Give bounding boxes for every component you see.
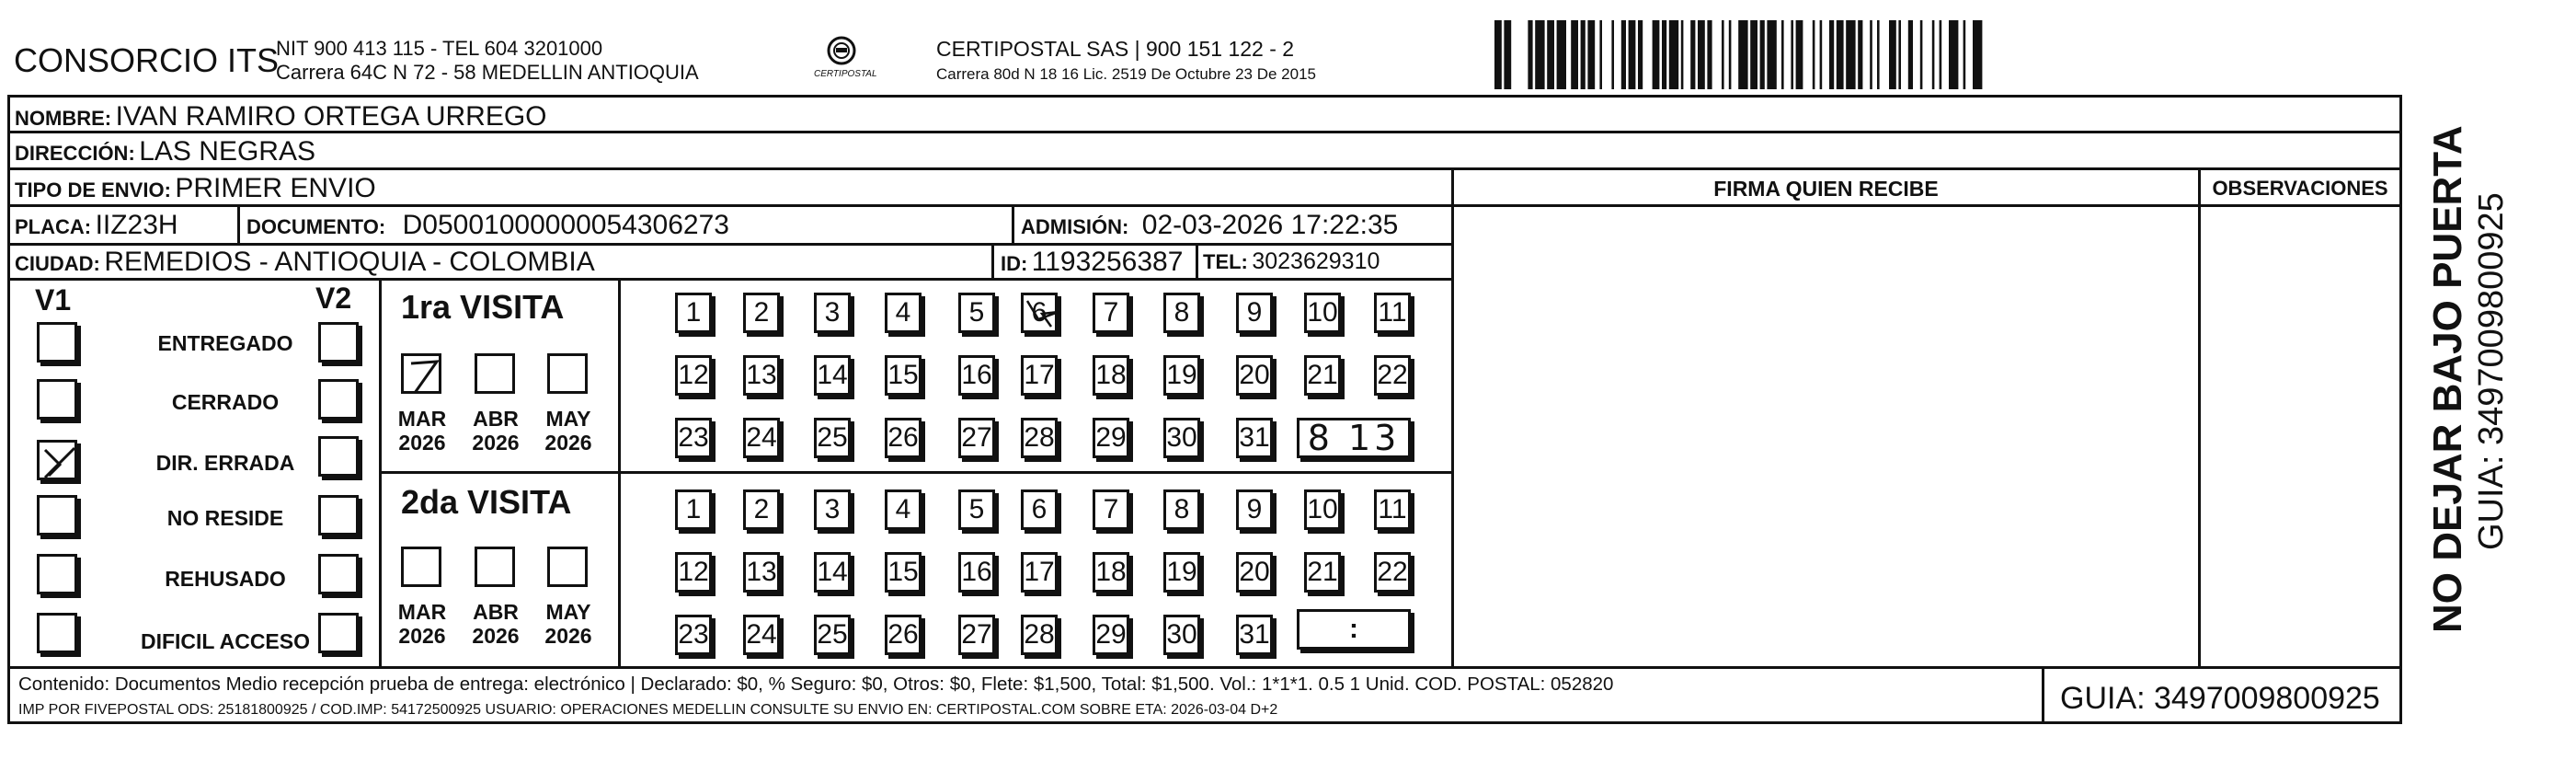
v1-checkbox-dir-errada[interactable]: [37, 440, 77, 480]
tel-row: [1203, 250, 1380, 273]
day-number: 25: [817, 422, 848, 453]
visit1-day-12-box[interactable]: [675, 355, 712, 396]
nombre-label: NOMBRE:: [15, 107, 112, 130]
placa-value: IIZ23H: [95, 210, 178, 240]
day-number: 29: [1095, 422, 1127, 453]
frame-top-line: [7, 95, 2402, 98]
admision-row: [1021, 212, 1398, 239]
visit2-day-4-box[interactable]: [885, 489, 922, 530]
visit2-title: 2da VISITA: [401, 483, 572, 521]
day-number: 31: [1239, 619, 1270, 650]
month-name: ABR: [473, 600, 519, 624]
month-name: MAY: [545, 407, 591, 431]
day-number: 18: [1095, 557, 1127, 587]
day-number: 7: [1103, 494, 1119, 524]
visit2-month-may-label: [538, 600, 599, 649]
visit2-day-10-box[interactable]: [1304, 489, 1341, 530]
tipo-row: [15, 175, 376, 202]
barcode-bar: [1669, 20, 1678, 89]
v2-checkbox-dificil-acceso[interactable]: [318, 613, 359, 653]
visit1-day-24-box[interactable]: [743, 418, 780, 458]
visit2-day-27-box[interactable]: [958, 615, 995, 655]
documento-row: [246, 212, 729, 239]
visit2-day-16-box[interactable]: [958, 552, 995, 593]
barcode-bar: [1858, 20, 1862, 89]
barcode-bar: [1796, 20, 1803, 89]
barcode: [1494, 20, 2226, 89]
visit1-month-abr-checkbox[interactable]: [475, 353, 515, 394]
visit2-day-25-box[interactable]: [814, 615, 851, 655]
id-row: [1001, 248, 1183, 276]
barcode-bar: [1791, 20, 1793, 89]
day-number: 12: [678, 360, 709, 390]
barcode-bar: [1629, 20, 1636, 89]
day-number: 10: [1307, 494, 1338, 524]
month-year: 2026: [544, 624, 592, 649]
day-number: 27: [961, 619, 992, 650]
barcode-bar: [1963, 20, 1966, 89]
day-number: 12: [678, 557, 709, 587]
v1-checkbox-dificil-acceso[interactable]: [37, 613, 77, 653]
barcode-bar: [1767, 20, 1776, 89]
certipostal-logo: [814, 35, 877, 81]
day-number: 5: [968, 297, 985, 328]
company-name: CONSORCIO ITS: [14, 41, 280, 79]
day-number: 14: [817, 557, 848, 587]
v2-checkbox-entregado[interactable]: [318, 322, 359, 363]
cell-line-placa: [237, 204, 240, 243]
day-number: 24: [746, 422, 777, 453]
barcode-bar: [1920, 20, 1923, 89]
visit1-month-mar-label: [392, 407, 452, 455]
v2-checkbox-cerrado[interactable]: [318, 379, 359, 420]
visit2-day-23-box[interactable]: [675, 615, 712, 655]
barcode-bar: [1571, 20, 1578, 89]
side-guia: GUIA: 3497009800925: [2472, 192, 2511, 550]
day-number: 8: [1174, 494, 1190, 524]
visit2-day-21-box[interactable]: [1304, 552, 1341, 593]
barcode-bar: [1707, 20, 1712, 89]
visit1-title: 1ra VISITA: [401, 288, 565, 326]
visit1-time-value: 8 13: [1307, 418, 1401, 458]
barcode-bar: [1940, 20, 1942, 89]
day-number: 16: [961, 557, 992, 587]
direccion-row: [15, 138, 315, 166]
day-number: 22: [1377, 360, 1408, 390]
barcode-bar: [1889, 20, 1896, 89]
row-line-5: [7, 278, 1453, 281]
day-number: 15: [887, 360, 919, 390]
visit2-month-may-checkbox[interactable]: [547, 547, 588, 587]
visit2-day-22-box[interactable]: [1374, 552, 1411, 593]
visit2-day-28-box[interactable]: [1021, 615, 1058, 655]
row-line-4: [7, 243, 1453, 246]
visit1-day-4-box[interactable]: [885, 293, 922, 333]
placa-row: [15, 212, 178, 239]
barcode-bar: [1581, 20, 1586, 89]
visit2-day-1-box[interactable]: [675, 489, 712, 530]
day-number: 9: [1246, 494, 1263, 524]
footer-guia: GUIA: 3497009800925: [2060, 681, 2380, 716]
day-number: 19: [1166, 360, 1197, 390]
visit1-day-2-box[interactable]: [743, 293, 780, 333]
month-year: 2026: [398, 624, 446, 649]
tel-label: TEL:: [1203, 250, 1248, 273]
cell-line-id: [991, 243, 994, 278]
visit1-day-3-box[interactable]: [814, 293, 851, 333]
frame-right-line: [2399, 95, 2402, 724]
visit1-day-1-box[interactable]: [675, 293, 712, 333]
visit2-day-19-box[interactable]: [1163, 552, 1200, 593]
visit-split-line: [379, 471, 1453, 474]
visit1-day-13-box[interactable]: [743, 355, 780, 396]
visit1-month-may-label: [538, 407, 599, 455]
day-number: 23: [678, 422, 709, 453]
day-number: 11: [1378, 297, 1407, 328]
cell-line-tel: [1196, 243, 1198, 278]
visit1-day-28-box[interactable]: [1021, 418, 1058, 458]
day-number: 21: [1307, 360, 1338, 390]
barcode-bar: [1908, 20, 1913, 89]
visit2-day-24-box[interactable]: [743, 615, 780, 655]
day-number: 14: [817, 360, 848, 390]
visit1-day-27-box[interactable]: [958, 418, 995, 458]
day-number: 11: [1378, 494, 1407, 524]
ciudad-row: [15, 248, 595, 276]
id-value: 1193256387: [1031, 247, 1184, 277]
check-mark-icon: [40, 443, 80, 483]
visit1-day-23-box[interactable]: [675, 418, 712, 458]
visit2-month-mar-checkbox[interactable]: [401, 547, 441, 587]
day-number: 2: [753, 494, 770, 524]
v2-label: V2: [315, 282, 352, 315]
visit2-day-31-box[interactable]: [1236, 615, 1273, 655]
day-number: 20: [1239, 360, 1270, 390]
day-number: 26: [887, 422, 919, 453]
day-number: 16: [961, 360, 992, 390]
status-dir-errada: DIR. ERRADA: [155, 451, 295, 475]
day-number: 3: [824, 297, 841, 328]
day-number: 21: [1307, 557, 1338, 587]
day-number: 25: [817, 619, 848, 650]
cell-line-admision: [1012, 204, 1014, 243]
certipostal-line: CERTIPOSTAL SAS | 900 151 122 - 2: [936, 37, 1295, 61]
visit2-day-9-box[interactable]: [1236, 489, 1273, 530]
day-number: 28: [1024, 422, 1055, 453]
admision-label: ADMISIÓN:: [1021, 215, 1129, 238]
month-year: 2026: [472, 431, 520, 455]
month-year: 2026: [544, 431, 592, 455]
visit1-day-31-box[interactable]: [1236, 418, 1273, 458]
day-number: 6: [1031, 297, 1048, 328]
barcode-bar: [1781, 20, 1784, 89]
barcode-bar: [1528, 20, 1532, 89]
visit1-day-22-box[interactable]: [1374, 355, 1411, 396]
observaciones-header: OBSERVACIONES: [2212, 177, 2388, 200]
day-number: 10: [1307, 297, 1338, 328]
barcode-bar: [1813, 20, 1815, 89]
footer-content-line: Contenido: Documentos Medio recepción prueba de entrega: electrónico | Declarado: $0, % Seguro: $0, Otros: $0, Flete: $1,500, Total: $1,500. Vol.: 1*1*1. 0.5 1 Unid. COD. POSTAL: 052820: [18, 674, 1614, 695]
barcode-bar: [1535, 20, 1544, 89]
visit2-day-13-box[interactable]: [743, 552, 780, 593]
documento-value: D05001000000054306273: [402, 210, 729, 240]
visit1-day-14-box[interactable]: [814, 355, 851, 396]
direccion-label: DIRECCIÓN:: [15, 142, 135, 165]
status-dificil-acceso: DIFICIL ACCESO: [140, 629, 310, 653]
day-number: 31: [1239, 422, 1270, 453]
placa-label: PLACA:: [15, 215, 92, 238]
visit1-day-18-box[interactable]: [1093, 355, 1129, 396]
visit1-day-7-box[interactable]: [1093, 293, 1129, 333]
check-mark-icon: [404, 356, 444, 397]
ciudad-value: REMEDIOS - ANTIOQUIA - COLOMBIA: [104, 247, 595, 277]
barcode-bar: [1504, 20, 1511, 89]
logo-caption: CERTIPOSTAL: [814, 69, 877, 79]
visit1-day-29-box[interactable]: [1093, 418, 1129, 458]
nit-line: NIT 900 413 115 - TEL 604 3201000: [276, 37, 603, 60]
month-name: MAR: [397, 600, 447, 624]
visit2-day-15-box[interactable]: [885, 552, 922, 593]
ciudad-label: CIUDAD:: [15, 252, 100, 275]
visit2-day-18-box[interactable]: [1093, 552, 1129, 593]
visit1-day-8-box[interactable]: [1163, 293, 1200, 333]
day-number: 4: [895, 297, 911, 328]
day-number: 13: [746, 360, 777, 390]
status-no-reside: NO RESIDE: [166, 506, 284, 530]
barcode-bar: [1587, 20, 1595, 89]
barcode-bar: [1738, 20, 1747, 89]
barcode-bar: [1621, 20, 1626, 89]
day-number: 30: [1166, 619, 1197, 650]
visit1-month-abr-label: [465, 407, 526, 455]
barcode-bar: [1494, 20, 1502, 89]
day-number: 15: [887, 557, 919, 587]
status-entregado: ENTREGADO: [157, 331, 293, 355]
visit2-day-6-box[interactable]: [1021, 489, 1058, 530]
v1-label: V1: [35, 283, 72, 317]
v2-checkbox-no-reside[interactable]: [318, 495, 359, 535]
barcode-bar: [1638, 20, 1643, 89]
day-number: 17: [1024, 360, 1055, 390]
license-line: Carrera 80d N 18 16 Lic. 2519 De Octubre 23 De 2015: [936, 65, 1316, 83]
day-number: 2: [753, 297, 770, 328]
barcode-bar: [1949, 20, 1958, 89]
row-line-2: [7, 167, 2402, 170]
day-number: 3: [824, 494, 841, 524]
visit1-day-19-box[interactable]: [1163, 355, 1200, 396]
visit2-day-11-box[interactable]: [1374, 489, 1411, 530]
nombre-row: [15, 103, 547, 131]
visit1-month-may-checkbox[interactable]: [547, 353, 588, 394]
barcode-bar: [1681, 20, 1684, 89]
day-number: 8: [1174, 297, 1190, 328]
month-name: MAR: [397, 407, 447, 431]
barcode-bar: [1870, 20, 1872, 89]
visit1-day-5-box[interactable]: [958, 293, 995, 333]
visit2-day-8-box[interactable]: [1163, 489, 1200, 530]
day-number: 1: [685, 494, 702, 524]
v1-checkbox-no-reside[interactable]: [37, 495, 77, 535]
month-year: 2026: [472, 624, 520, 649]
barcode-bar: [1599, 20, 1602, 89]
visit2-day-5-box[interactable]: [958, 489, 995, 530]
tipo-value: PRIMER ENVIO: [175, 173, 376, 203]
visit1-day-20-box[interactable]: [1236, 355, 1273, 396]
v2-checkbox-dir-errada[interactable]: [318, 436, 359, 477]
check-mark-icon: [1024, 295, 1066, 332]
direccion-value: LAS NEGRAS: [139, 136, 315, 167]
day-number: 19: [1166, 557, 1197, 587]
status-cerrado: CERRADO: [171, 390, 280, 414]
company-address: Carrera 64C N 72 - 58 MEDELLIN ANTIOQUIA: [276, 61, 699, 84]
visit1-day-26-box[interactable]: [885, 418, 922, 458]
visit2-day-17-box[interactable]: [1021, 552, 1058, 593]
visit1-day-6-box[interactable]: [1021, 293, 1058, 333]
day-number: 5: [968, 494, 985, 524]
visit2-day-29-box[interactable]: [1093, 615, 1129, 655]
nombre-value: IVAN RAMIRO ORTEGA URREGO: [115, 101, 547, 132]
footer-guia-divider: [2042, 666, 2044, 723]
month-name: ABR: [473, 407, 519, 431]
tel-value: 3023629310: [1252, 248, 1380, 274]
visit1-day-11-box[interactable]: [1374, 293, 1411, 333]
visit1-day-9-box[interactable]: [1236, 293, 1273, 333]
barcode-bar: [1653, 20, 1660, 89]
day-number: 17: [1024, 557, 1055, 587]
visit1-day-10-box[interactable]: [1304, 293, 1341, 333]
visit1-day-21-box[interactable]: [1304, 355, 1341, 396]
barcode-bar: [1877, 20, 1880, 89]
visit2-day-20-box[interactable]: [1236, 552, 1273, 593]
barcode-bar: [1722, 20, 1724, 89]
visit2-day-30-box[interactable]: [1163, 615, 1200, 655]
firma-header: FIRMA QUIEN RECIBE: [1713, 177, 1939, 201]
visit2-month-abr-checkbox[interactable]: [475, 547, 515, 587]
barcode-bar: [1690, 20, 1695, 89]
barcode-bar: [1837, 20, 1844, 89]
day-number: 9: [1246, 297, 1263, 328]
day-number: 30: [1166, 422, 1197, 453]
visit2-day-12-box[interactable]: [675, 552, 712, 593]
v1-checkbox-rehusado[interactable]: [37, 554, 77, 594]
barcode-bar: [1846, 20, 1855, 89]
visit1-day-15-box[interactable]: [885, 355, 922, 396]
visit2-time-value: :: [1349, 614, 1358, 644]
day-number: 20: [1239, 557, 1270, 587]
no-dejar-bajo-puerta: NO DEJAR BAJO PUERTA: [2425, 125, 2470, 633]
day-number: 1: [685, 297, 702, 328]
visit2-day-26-box[interactable]: [885, 615, 922, 655]
status-rehusado: REHUSADO: [165, 567, 286, 591]
visit2-day-2-box[interactable]: [743, 489, 780, 530]
barcode-bar: [1547, 20, 1554, 89]
admision-value: 02-03-2026 17:22:35: [1141, 210, 1399, 240]
month-name: MAY: [545, 600, 591, 624]
barcode-bar: [1750, 20, 1757, 89]
v1-checkbox-cerrado[interactable]: [37, 379, 77, 420]
tipo-label: TIPO DE ENVIO:: [15, 178, 171, 202]
visit2-day-3-box[interactable]: [814, 489, 851, 530]
barcode-bar: [1760, 20, 1765, 89]
barcode-bar: [1829, 20, 1834, 89]
visit2-time-box[interactable]: [1297, 609, 1411, 650]
day-number: 13: [746, 557, 777, 587]
barcode-bar: [1698, 20, 1705, 89]
row-line-3: [7, 204, 1453, 207]
barcode-bar: [1557, 20, 1566, 89]
day-number: 23: [678, 619, 709, 650]
day-number: 18: [1095, 360, 1127, 390]
v2-checkbox-rehusado[interactable]: [318, 554, 359, 594]
visit1-month-mar-checkbox[interactable]: [401, 353, 441, 394]
v1-checkbox-entregado[interactable]: [37, 322, 77, 363]
day-number: 7: [1103, 297, 1119, 328]
visit2-day-14-box[interactable]: [814, 552, 851, 593]
visit2-month-abr-label: [465, 600, 526, 649]
barcode-bar: [1729, 20, 1732, 89]
visit1-time-box[interactable]: [1297, 418, 1411, 458]
barcode-bar: [1932, 20, 1935, 89]
month-year: 2026: [398, 431, 446, 455]
visit1-day-16-box[interactable]: [958, 355, 995, 396]
visit2-month-mar-label: [392, 600, 452, 649]
frame-left-line: [7, 95, 10, 724]
documento-label: DOCUMENTO:: [246, 215, 386, 238]
day-number: 27: [961, 422, 992, 453]
row-line-3b: [1453, 204, 2402, 207]
visit1-day-30-box[interactable]: [1163, 418, 1200, 458]
barcode-bar: [1973, 20, 1982, 89]
day-number: 26: [887, 619, 919, 650]
barcode-bar: [1662, 20, 1666, 89]
col-line-firma: [1451, 167, 1454, 668]
col-line-obs: [2198, 167, 2201, 668]
day-number: 24: [746, 619, 777, 650]
visit2-day-7-box[interactable]: [1093, 489, 1129, 530]
barcode-bar: [1611, 20, 1614, 89]
barcode-bar: [1898, 20, 1901, 89]
day-number: 29: [1095, 619, 1127, 650]
day-number: 6: [1031, 494, 1048, 524]
footer-imp-line: IMP POR FIVEPOSTAL ODS: 25181800925 / COD.IMP: 54172500925 USUARIO: OPERACIONES MEDELLIN CONSULTE SU ENVIO EN: CERTIPOSTAL.COM SOBRE ETA: 2026-03-04 D+2: [18, 702, 1278, 718]
visit1-day-17-box[interactable]: [1021, 355, 1058, 396]
barcode-bar: [1820, 20, 1823, 89]
day-number: 28: [1024, 619, 1055, 650]
day-number: 22: [1377, 557, 1408, 587]
visit1-day-25-box[interactable]: [814, 418, 851, 458]
id-label: ID:: [1001, 252, 1028, 275]
day-number: 4: [895, 494, 911, 524]
